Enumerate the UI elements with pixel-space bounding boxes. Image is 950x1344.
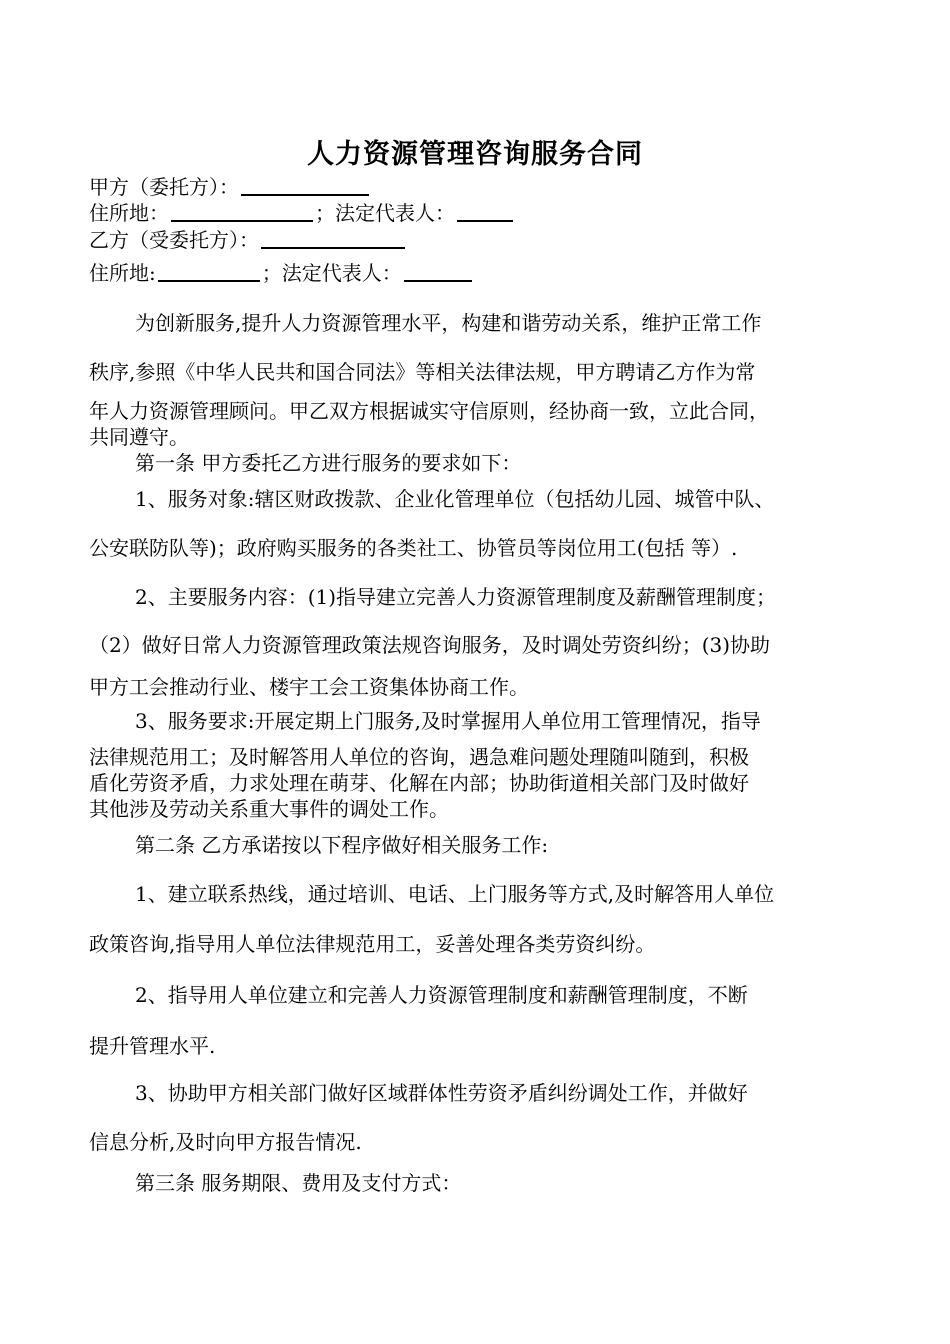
preamble-line: 共同遵守。 (89, 425, 189, 449)
article1-item3-line: 3、服务要求:开展定期上门服务,及时掌握用人单位用工管理情况，指导 (135, 709, 761, 733)
legal-rep-a-label: ；法定代表人： (315, 201, 455, 225)
article1-item1-line: 公安联防队等)；政府购买服务的各类社工、协管员等岗位用工(包括 等）. (89, 536, 738, 560)
party-b-blank (261, 227, 405, 249)
article2-item3-line: 3、协助甲方相关部门做好区域群体性劳资矛盾纠纷调处工作，并做好 (135, 1081, 748, 1105)
legal-rep-a-blank (457, 200, 513, 222)
address-b-line (89, 260, 474, 286)
address-b-label: 住所地: (89, 261, 156, 285)
party-b-line (89, 227, 407, 253)
address-a-blank (171, 200, 313, 222)
preamble-line: 年人力资源管理顾问。甲乙双方根据诚实守信原则，经协商一致，立此合同， (89, 399, 769, 423)
address-b-blank (158, 260, 260, 282)
article2-item3-line: 信息分析,及时向甲方报告情况. (89, 1130, 362, 1154)
article1-item2-line: 甲方工会推动行业、楼宇工会工资集体协商工作。 (89, 675, 529, 699)
article1-item2-line: 2、主要服务内容：(1)指导建立完善人力资源管理制度及薪酬管理制度； (135, 585, 777, 609)
party-a-blank (241, 174, 369, 196)
legal-rep-b-label: ；法定代表人： (261, 261, 402, 285)
preamble-line: 秩序,参照《中华人民共和国合同法》等相关法律法规，甲方聘请乙方作为常 (89, 360, 756, 384)
article1-item3-line: 法律规范用工；及时解答用人单位的咨询，遇急难问题处理随叫随到，积极 (89, 745, 749, 769)
article2-item2-line: 2、指导用人单位建立和完善人力资源管理制度和薪酬管理制度，不断 (135, 983, 748, 1007)
article2-item1-line: 1、建立联系热线，通过培训、电话、上门服务等方式,及时解答用人单位 (135, 882, 775, 906)
article1-item3-line: 其他涉及劳动关系重大事件的调处工作。 (89, 797, 449, 821)
article2-item1-line: 政策咨询,指导用人单位法律规范用工，妥善处理各类劳资纠纷。 (89, 932, 656, 956)
article1-item2-line: （2）做好日常人力资源管理政策法规咨询服务，及时调处劳资纠纷；(3)协助 (89, 633, 771, 657)
party-a-line (89, 174, 371, 200)
article1-heading: 第一条 甲方委托乙方进行服务的要求如下： (135, 451, 522, 475)
address-a-label: 住所地： (89, 201, 169, 225)
article2-heading: 第二条 乙方承诺按以下程序做好相关服务工作: (135, 833, 549, 857)
party-a-label: 甲方（委托方）： (89, 175, 239, 199)
article1-item1-line: 1、服务对象:辖区财政拨款、企业化管理单位（包括幼儿园、城管中队、 (135, 487, 775, 511)
address-a-line (89, 200, 515, 226)
party-b-label: 乙方（受委托方）： (89, 228, 259, 252)
legal-rep-b-blank (404, 260, 472, 282)
article1-item3-line: 盾化劳资矛盾，力求处理在萌芽、化解在内部；协助街道相关部门及时做好 (89, 771, 749, 795)
article2-item2-line: 提升管理水平. (89, 1034, 216, 1058)
article3-heading: 第三条 服务期限、费用及支付方式： (135, 1171, 462, 1195)
document-title: 人力资源管理咨询服务合同 (307, 139, 643, 170)
preamble-line: 为创新服务,提升人力资源管理水平，构建和谐劳动关系，维护正常工作 (135, 311, 762, 335)
